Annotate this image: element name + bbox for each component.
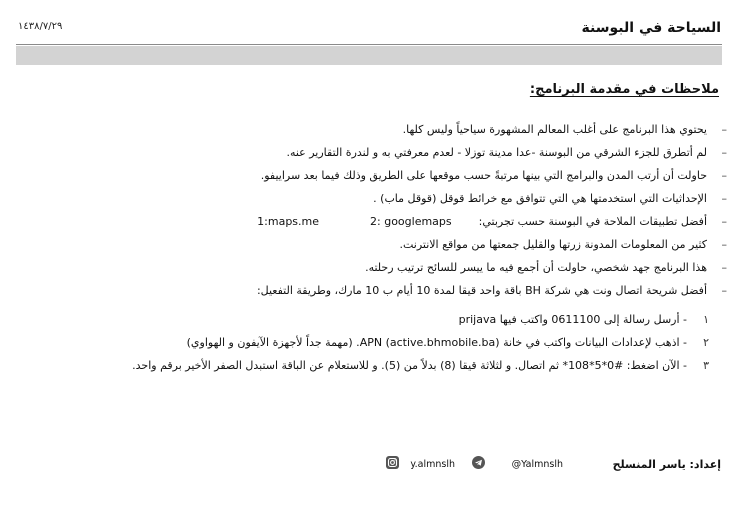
list-dash: – [721, 192, 727, 205]
step-text: - اذهب لإعدادات البيانات واكتب في خانة APN (active.bhmobile.ba). (مهمة جداً لأجهزة الآيفون و الهواوي) [186, 336, 687, 349]
document-date: ١٤٣٨/٧/٢٩ [18, 21, 63, 32]
nav-app-googlemaps: 2: googlemaps [370, 215, 452, 228]
step-item [132, 359, 709, 372]
list-dash: – [721, 123, 727, 136]
note-item-navigation-apps [257, 215, 727, 228]
note-item [402, 123, 727, 136]
step-number: ١ [703, 313, 709, 326]
note-item [286, 146, 727, 159]
list-dash: – [721, 215, 727, 228]
note-item [365, 261, 727, 274]
telegram-handle[interactable]: @Yalmnslh [511, 459, 563, 470]
step-number: ٢ [703, 336, 709, 349]
step-number: ٣ [703, 359, 709, 372]
step-text: - الآن اضغط: #0*5*108* ثم اتصال. و لثلاثة قيقا (8) بدلاً من (5). و للاستعلام عن الباقة استبدل الصفر الأخير برقم واحد. [132, 359, 687, 372]
list-dash: – [721, 261, 727, 274]
instagram-handle[interactable]: y.almnslh [410, 459, 455, 470]
list-dash: – [721, 146, 727, 159]
nav-app-mapsme: 1:maps.me [257, 215, 320, 228]
note-text: هذا البرنامج جهد شخصي، حاولت أن أجمع فيه ما ييسر للسائح ترتيب رحلته. [365, 261, 707, 274]
footer-credits [16, 453, 721, 475]
note-item [399, 238, 727, 251]
list-dash: – [721, 169, 727, 182]
note-text: لم أتطرق للجزء الشرقي من البوسنة -عدا مدينة توزلا - لعدم معرفتي به و لندرة التقارير عنه. [286, 146, 707, 159]
note-text: الإحداثيات التي استخدمتها هي التي تتوافق مع خرائط قوقل (قوقل ماب) . [373, 192, 707, 205]
note-text: كثير من المعلومات المدونة زرتها والقليل جمعتها من مواقع الانترنت. [399, 238, 707, 251]
step-item [186, 336, 709, 349]
note-item [256, 284, 727, 297]
step-text: - أرسل رسالة إلى 0611100 واكتب فيها prijava [458, 313, 687, 326]
note-text: يحتوي هذا البرنامج على أغلب المعالم المشهورة سياحياً وليس كلها. [402, 123, 707, 136]
note-item [260, 169, 727, 182]
note-item [373, 192, 727, 205]
note-text: حاولت أن أرتب المدن والبرامج التي بينها مرتبةً حسب موقعها على الطريق وذلك فيما بعد سراييفو. [260, 169, 707, 182]
document-title: السياحة في البوسنة [581, 20, 721, 36]
note-text: أفضل شريحة اتصال ونت هي شركة BH باقة واحد قيقا لمدة 10 أيام ب 10 مارك، وطريقة التفعيل: [256, 284, 707, 297]
title-divider [16, 44, 722, 45]
instagram-icon[interactable] [386, 456, 399, 469]
list-dash: – [721, 238, 727, 251]
list-dash: – [721, 284, 727, 297]
section-heading: ملاحظات في مقدمة البرنامج: [529, 82, 719, 97]
prepared-by: إعداد: ياسر المنسلح [612, 458, 721, 471]
header-band [16, 46, 722, 65]
step-item [458, 313, 709, 326]
telegram-icon[interactable] [472, 456, 485, 469]
note-text: أفضل تطبيقات الملاحة في البوسنة حسب تجربتي: [478, 215, 707, 228]
